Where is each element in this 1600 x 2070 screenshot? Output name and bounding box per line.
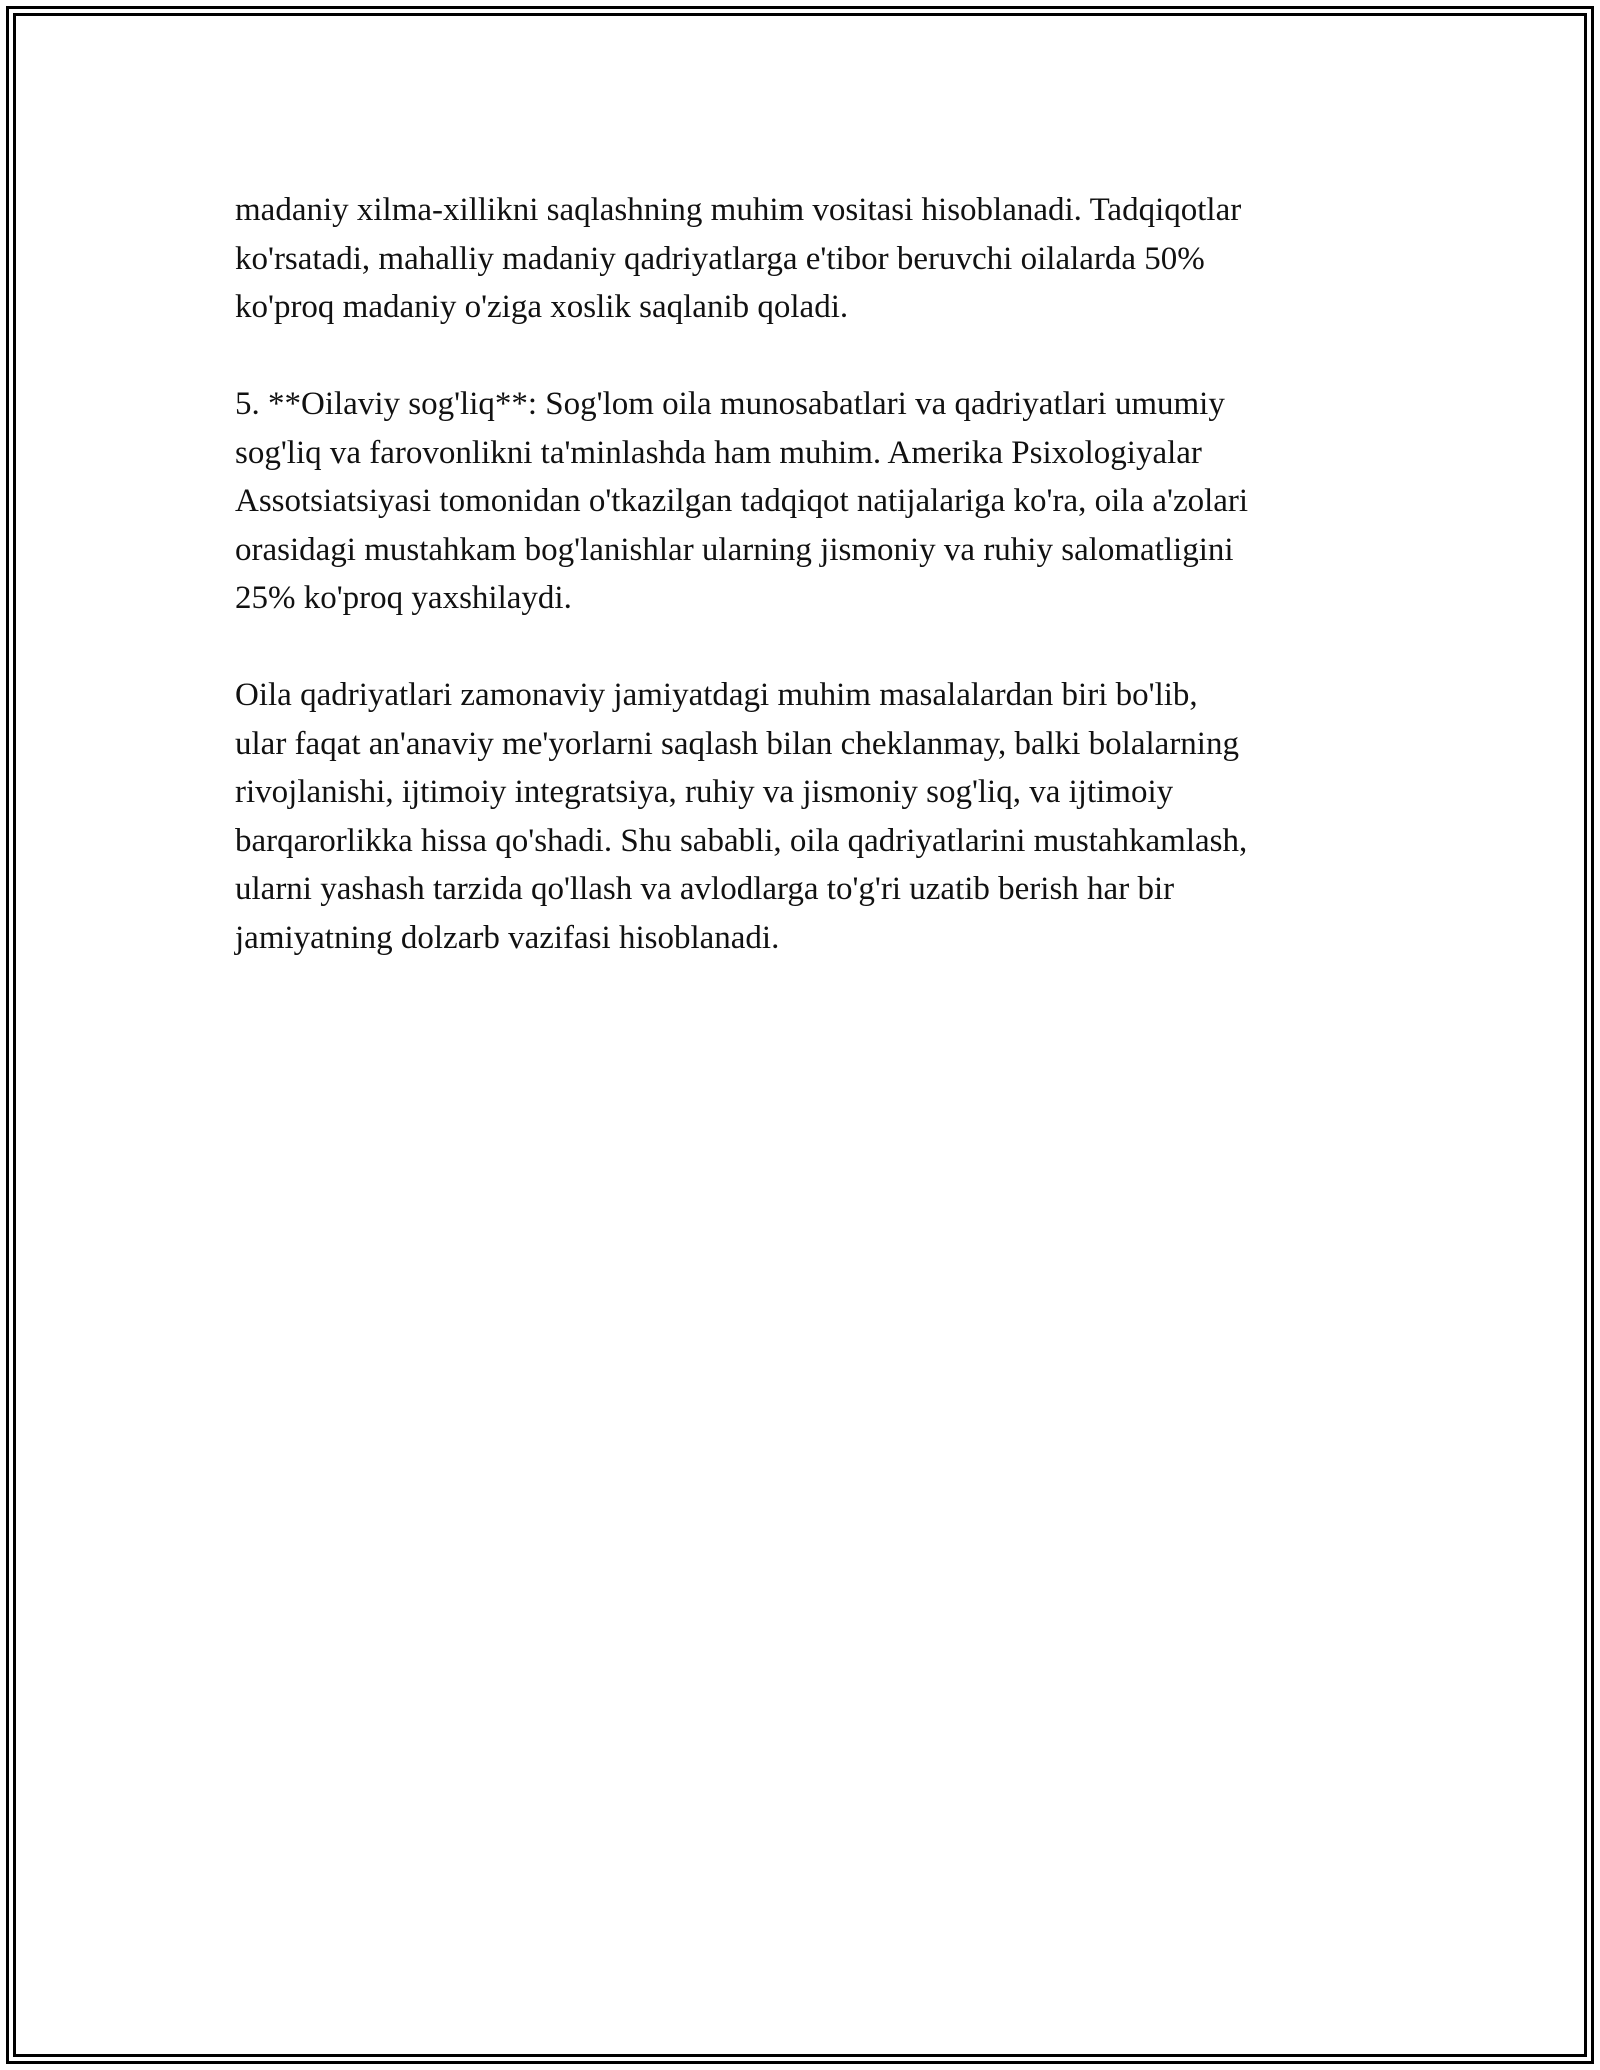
text-line: Oila qadriyatlari zamonaviy jamiyatdagi muhim masalalardan biri bo'lib, xyxy=(235,677,1198,713)
paragraph-family-health xyxy=(235,380,1375,623)
text-line: rivojlanishi, ijtimoiy integratsiya, ruhiy va jismoniy sog'liq, va ijtimoiy xyxy=(235,774,1174,810)
text-line: Assotsiatsiyasi tomonidan o'tkazilgan tadqiqot natijalariga ko'ra, oila a'zolari xyxy=(235,483,1249,519)
paragraph-cultural-diversity xyxy=(235,186,1375,332)
text-line: ularni yashash tarzida qo'llash va avlodlarga to'g'ri uzatib berish har bir xyxy=(235,871,1175,907)
paragraph-conclusion xyxy=(235,671,1375,962)
text-line: 25% ko'proq yaxshilaydi. xyxy=(235,580,572,616)
text-line: orasidagi mustahkam bog'lanishlar ularning jismoniy va ruhiy salomatligini xyxy=(235,531,1234,568)
text-line: sog'liq va farovonlikni ta'minlashda ham muhim. Amerika Psixologiyalar xyxy=(235,434,1202,471)
text-line: barqarorlikka hissa qo'shadi. Shu sababli, oila qadriyatlarini mustahkamlash, xyxy=(235,822,1248,859)
text-line: ular faqat an'anaviy me'yorlarni saqlash bilan cheklanmay, balki bolalarning xyxy=(235,725,1239,762)
text-line: 5. **Oilaviy sog'liq**: Sog'lom oila munosabatlari va qadriyatlari umumiy xyxy=(235,386,1225,422)
text-line: jamiyatning dolzarb vazifasi hisoblanadi. xyxy=(235,919,780,956)
text-line: ko'proq madaniy o'ziga xoslik saqlanib qoladi. xyxy=(235,289,849,325)
text-line: madaniy xilma-xillikni saqlashning muhim vositasi hisoblanadi. Tadqiqotlar xyxy=(235,192,1242,228)
text-line: ko'rsatadi, mahalliy madaniy qadriyatlarga e'tibor beruvchi oilalarda 50% xyxy=(235,240,1205,277)
document-body xyxy=(235,186,1375,1011)
